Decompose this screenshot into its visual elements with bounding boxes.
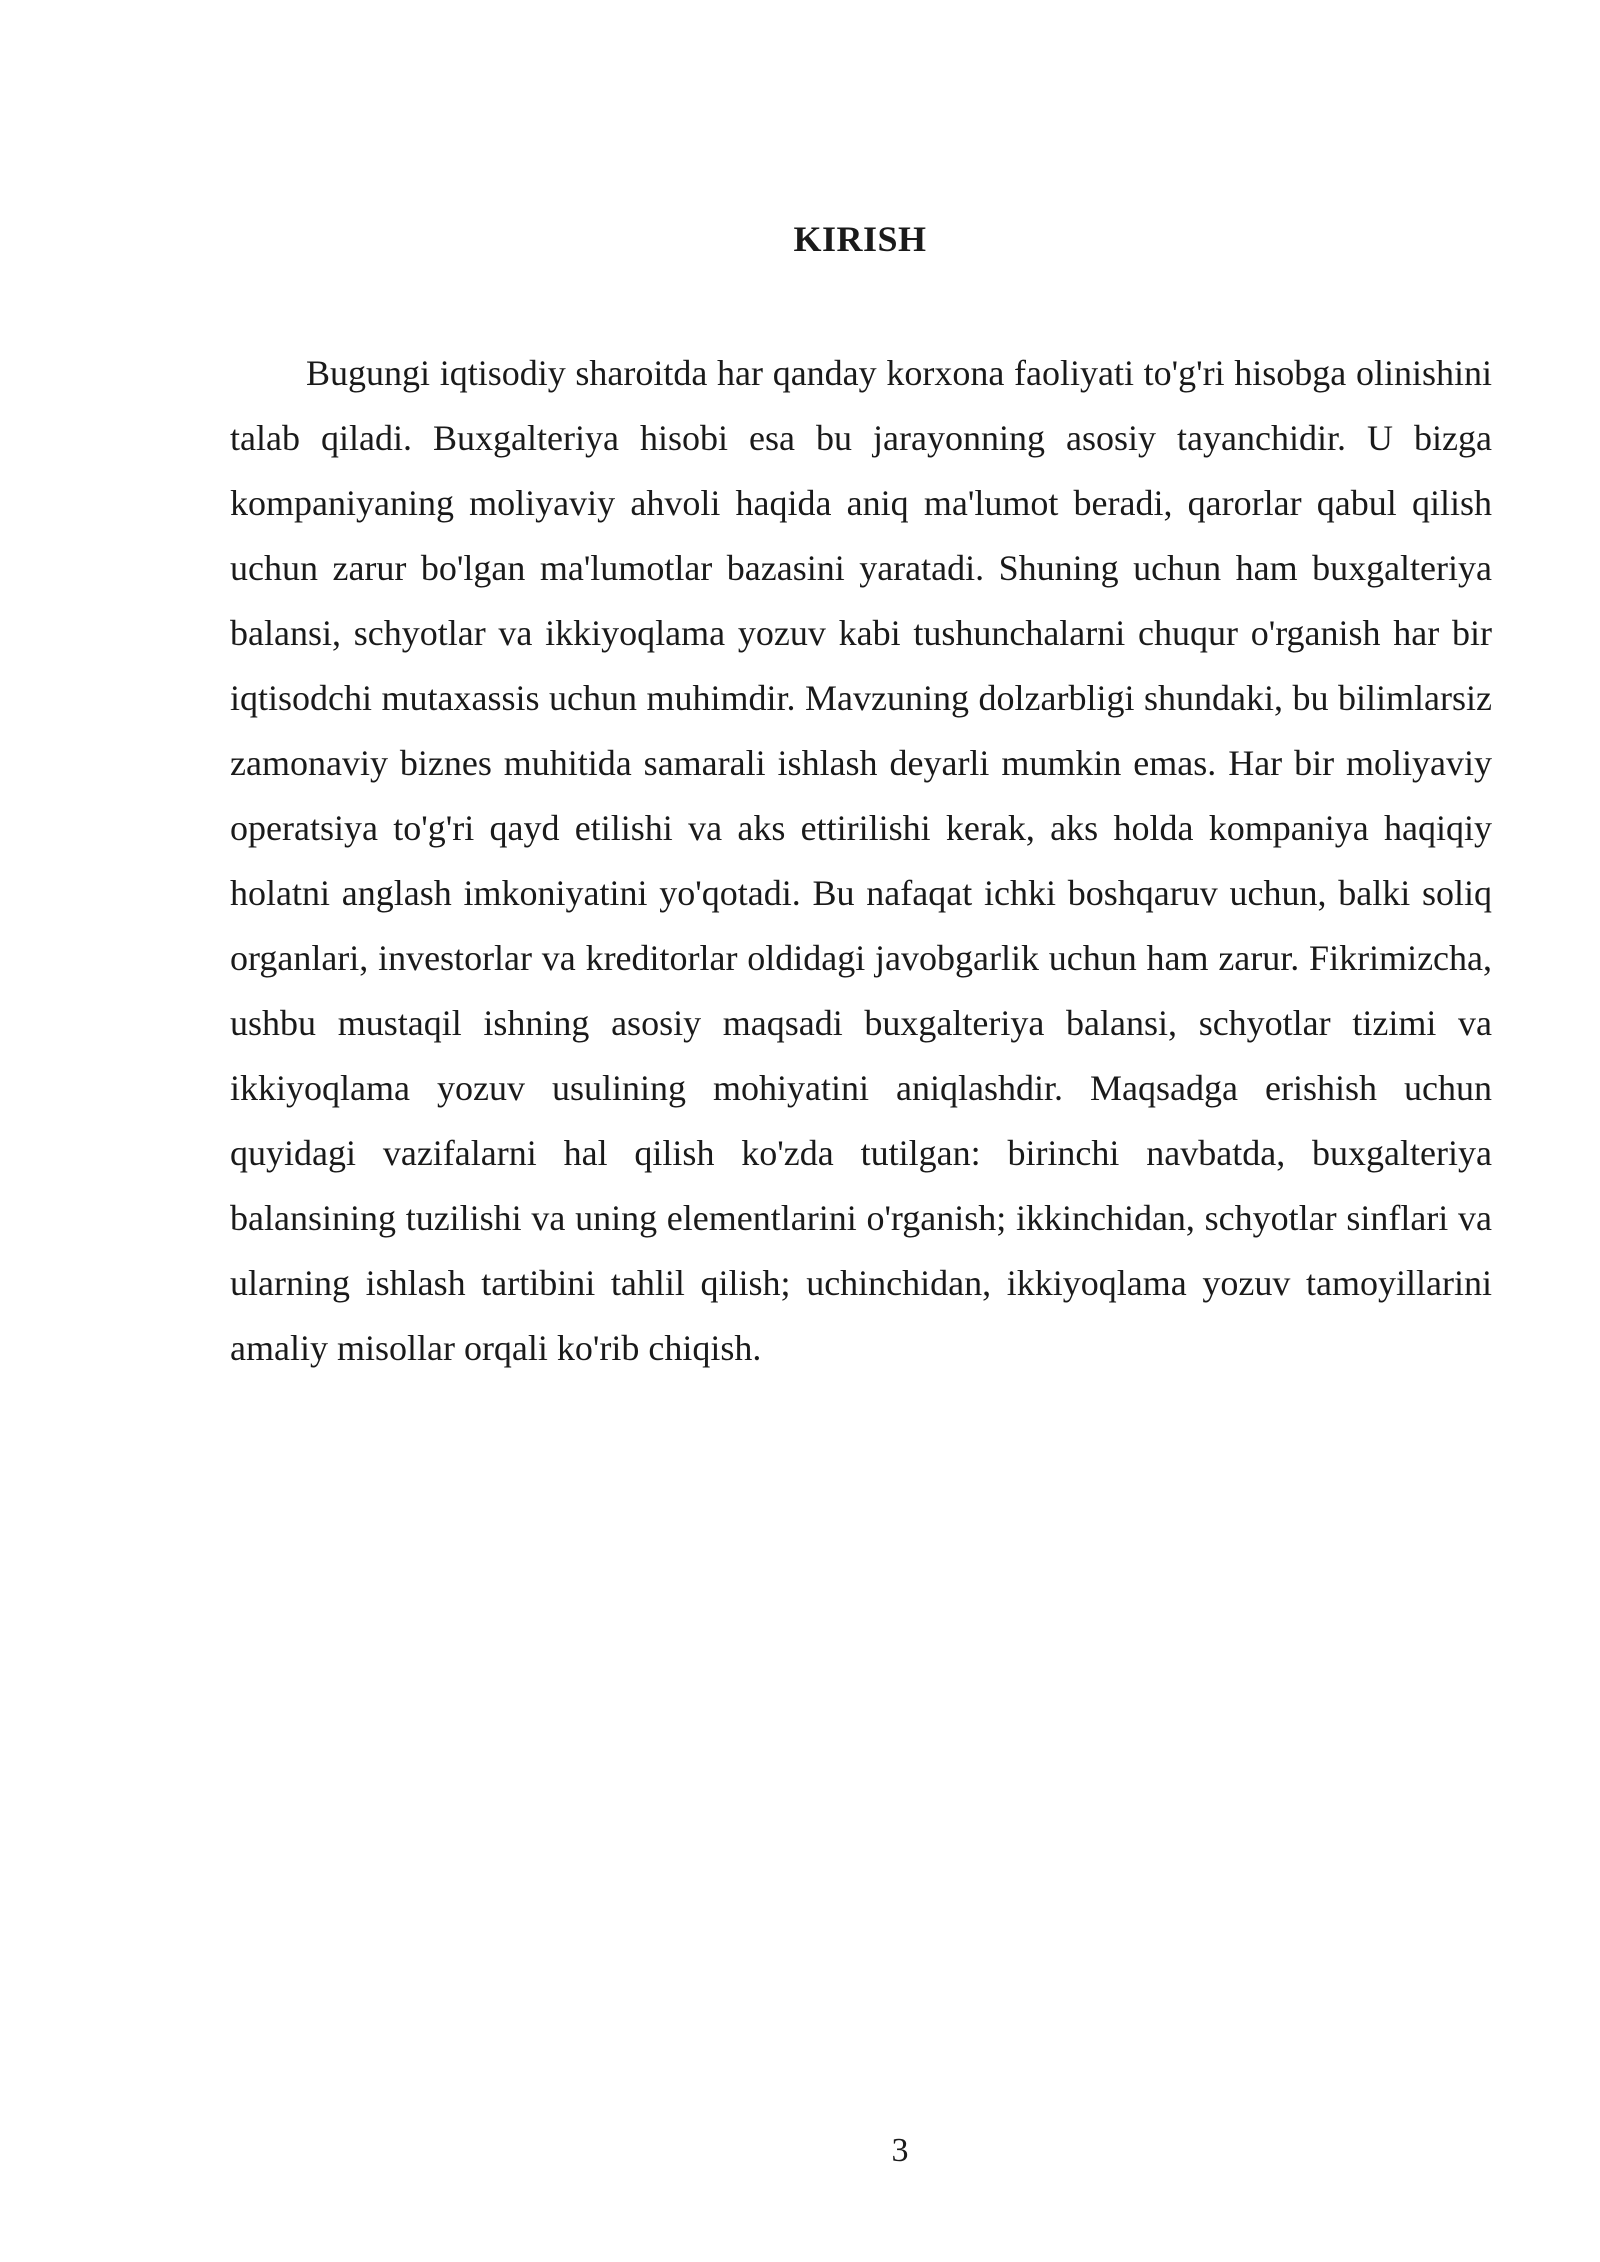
page-title: KIRISH — [793, 219, 927, 259]
intro-paragraph: Bugungi iqtisodiy sharoitda har qanday korxona faoliyati to'g'ri hisobga olinishini talab qiladi. Buxgalteriya hisobi esa bu jarayonning asosiy tayanchidir. U bizga kompaniyaning moliyaviy ahvoli haqida aniq ma'lumot beradi, qarorlar qabul qilish uchun zarur bo'lgan ma'lumotlar bazasini yaratadi. Shuning uchun ham buxgalteriya balansi, schyotlar va ikkiyoqlama yozuv kabi tushunchalarni chuqur o'rganish har bir iqtisodchi mutaxassis uchun muhimdir. Mavzuning dolzarbligi shundaki, bu bilimlarsiz zamonaviy biznes muhitida samarali ishlash deyarli mumkin emas. Har bir moliyaviy operatsiya to'g'ri qayd etilishi va aks ettirilishi kerak, aks holda kompaniya haqiqiy holatni anglash imkoniyatini yo'qotadi. Bu nafaqat ichki boshqaruv uchun, balki soliq organlari, investorlar va kreditorlar oldidagi javobgarlik uchun ham zarur. Fikrimizcha, ushbu mustaqil ishning asosiy maqsadi buxgalteriya balansi, schyotlar tizimi va ikkiyoqlama yozuv usulining mohiyatini aniqlashdir. Maqsadga erishish uchun quyidagi vazifalarni hal qilish ko'zda tutilgan: birinchi navbatda, buxgalteriya balansining tuzilishi va uning elementlarini o'rganish; ikkinchidan, schyotlar sinflari va ularning ishlash tartibini tahlil qilish; uchinchidan, ikkiyoqlama yozuv tamoyillarini amaliy misollar orqali ko'rib chiqish. — [230, 353, 1492, 1368]
page-number: 3 — [891, 2132, 909, 2169]
